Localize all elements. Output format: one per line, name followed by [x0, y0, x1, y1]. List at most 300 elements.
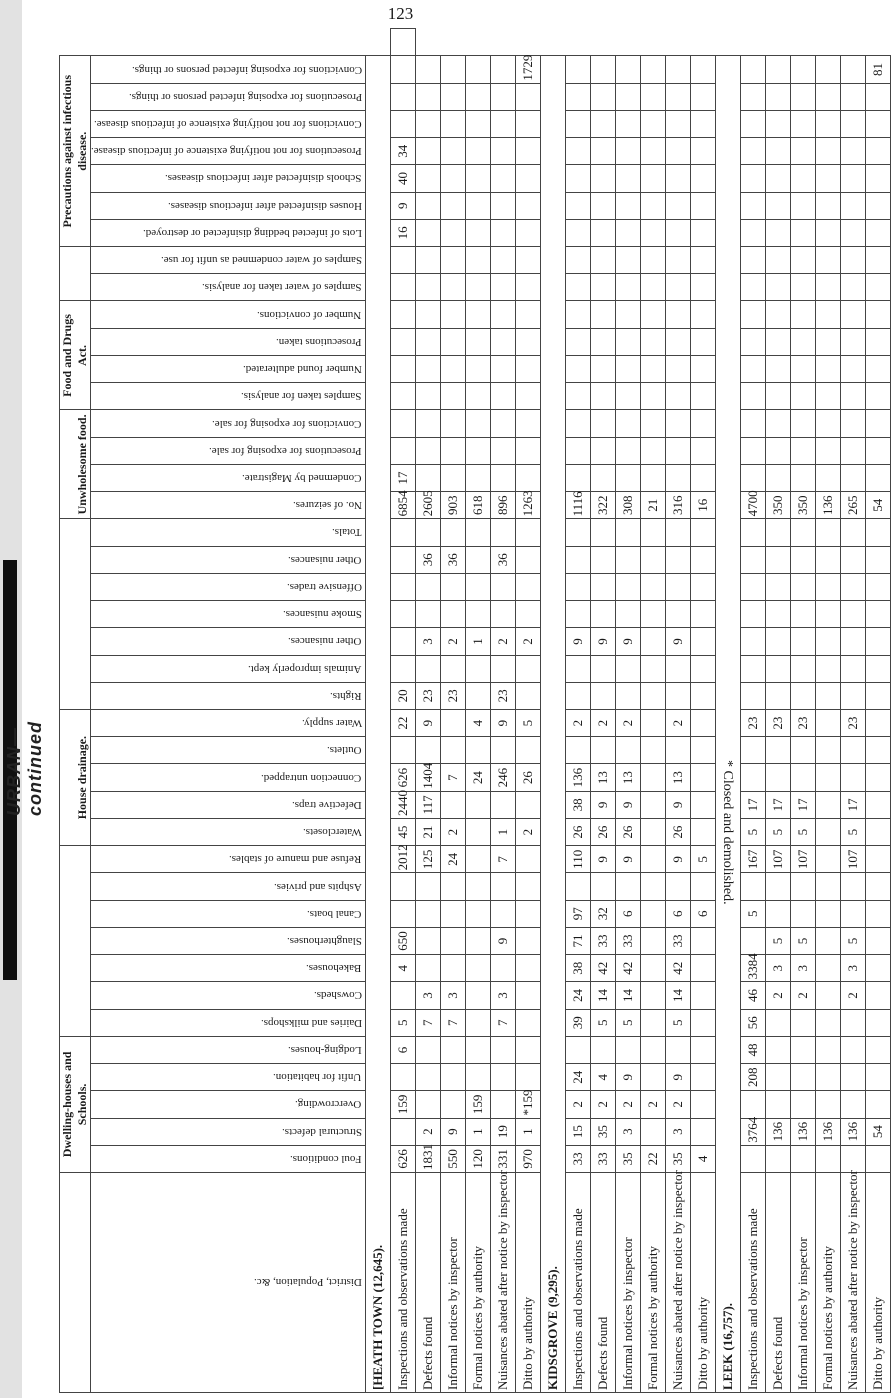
table-cell: 33	[565, 1145, 590, 1172]
table-cell: 322	[590, 492, 615, 519]
row-label: Informal notices by inspector	[615, 1173, 640, 1393]
table-cell: 1	[515, 1118, 540, 1145]
table-cell: 117	[415, 791, 440, 818]
table-cell	[815, 247, 840, 274]
table-cell	[515, 737, 540, 764]
table-cell	[590, 138, 615, 165]
table-cell	[865, 982, 890, 1009]
table-cell: 38	[565, 791, 590, 818]
table-cell: 48	[740, 1036, 765, 1063]
table-cell	[440, 165, 465, 192]
table-cell	[440, 710, 465, 737]
table-cell	[840, 383, 865, 410]
table-cell	[665, 110, 690, 137]
table-cell	[640, 247, 665, 274]
table-cell	[390, 546, 415, 573]
table-cell	[840, 628, 865, 655]
table-cell	[465, 219, 490, 246]
table-cell	[665, 873, 690, 900]
table-cell: 1263	[515, 492, 540, 519]
table-cell	[740, 628, 765, 655]
table-cell	[665, 546, 690, 573]
table-cell	[490, 410, 515, 437]
table-cell	[740, 682, 765, 709]
table-cell	[590, 464, 615, 491]
table-cell: 6	[390, 1036, 415, 1063]
column-header-label: Animals improperly kept.	[248, 662, 362, 675]
table-cell: 35	[590, 1118, 615, 1145]
table-cell	[465, 546, 490, 573]
table-cell	[490, 655, 515, 682]
table-cell: 3	[665, 1118, 690, 1145]
table-cell	[440, 655, 465, 682]
table-cell	[565, 301, 590, 328]
table-cell	[565, 355, 590, 382]
table-cell	[765, 1091, 790, 1118]
table-cell: 3	[790, 955, 815, 982]
table-cell	[390, 83, 415, 110]
table-cell: 159	[465, 1091, 490, 1118]
table-cell	[640, 410, 665, 437]
table-cell	[440, 247, 465, 274]
table-cell	[665, 165, 690, 192]
table-cell	[690, 138, 715, 165]
table-cell	[790, 410, 815, 437]
table-cell	[615, 682, 640, 709]
table-cell	[790, 1064, 815, 1091]
table-cell	[415, 1091, 440, 1118]
table-cell	[765, 682, 790, 709]
district-name: KIDSGROVE (9,295).	[540, 56, 565, 1393]
column-header-label: Unfit for habitation.	[273, 1071, 362, 1084]
table-cell	[615, 355, 640, 382]
table-cell: 3	[490, 982, 515, 1009]
table-cell	[465, 355, 490, 382]
table-cell	[390, 29, 415, 56]
table-cell	[840, 573, 865, 600]
table-cell: 9	[590, 846, 615, 873]
table-cell: 26	[590, 818, 615, 845]
table-cell	[690, 1091, 715, 1118]
table-cell: 23	[440, 682, 465, 709]
table-cell: 16	[690, 492, 715, 519]
table-cell	[790, 655, 815, 682]
table-cell	[690, 83, 715, 110]
table-cell	[490, 519, 515, 546]
table-cell	[840, 56, 865, 83]
column-header	[91, 492, 366, 519]
table-cell: 40	[390, 165, 415, 192]
table-cell	[840, 138, 865, 165]
table-cell	[590, 519, 615, 546]
table-cell	[865, 247, 890, 274]
table-cell: 38	[565, 955, 590, 982]
table-cell	[815, 764, 840, 791]
table-cell: 2	[490, 628, 515, 655]
table-cell	[765, 737, 790, 764]
table-cell	[765, 301, 790, 328]
table-cell: 5	[590, 1009, 615, 1036]
column-header-label: Outlets.	[327, 744, 362, 757]
group-header-unwholesome-food: Unwholesome food.	[60, 410, 91, 519]
table-cell	[565, 219, 590, 246]
table-cell	[840, 192, 865, 219]
table-cell	[515, 927, 540, 954]
column-header	[91, 192, 366, 219]
table-cell	[740, 192, 765, 219]
table-cell	[865, 274, 890, 301]
table-cell	[390, 328, 415, 355]
table-cell	[840, 682, 865, 709]
rotated-table-container	[59, 28, 885, 1393]
table-cell	[515, 301, 540, 328]
district-row	[365, 29, 390, 1393]
table-cell	[390, 519, 415, 546]
table-cell	[465, 737, 490, 764]
table-cell	[415, 274, 440, 301]
group-header-blank	[60, 1173, 91, 1393]
table-cell: 2	[440, 818, 465, 845]
table-cell	[840, 301, 865, 328]
table-cell	[465, 573, 490, 600]
column-header-label: Offensive trades.	[286, 580, 362, 593]
table-cell: 5	[515, 710, 540, 737]
column-header	[91, 464, 366, 491]
table-cell	[515, 1036, 540, 1063]
table-cell	[640, 219, 665, 246]
table-cell	[790, 601, 815, 628]
table-cell	[415, 328, 440, 355]
table-cell	[765, 192, 790, 219]
column-header	[91, 818, 366, 845]
column-header-label: Foul conditions.	[290, 1152, 362, 1165]
table-cell	[690, 1118, 715, 1145]
column-header	[91, 56, 366, 83]
column-header-label: Number found adulterated.	[242, 363, 362, 376]
table-cell	[590, 601, 615, 628]
table-cell	[815, 328, 840, 355]
column-header-label: Prosecutions for exposing for sale.	[209, 444, 362, 457]
table-cell: 550	[440, 1145, 465, 1172]
group-header-food-drugs: Food and Drugs Act.	[60, 301, 91, 410]
table-cell: 35	[615, 1145, 640, 1172]
table-cell: 5	[740, 900, 765, 927]
table-cell	[665, 355, 690, 382]
table-cell	[465, 192, 490, 219]
table-cell	[615, 138, 640, 165]
table-cell	[465, 247, 490, 274]
table-cell	[790, 546, 815, 573]
table-cell	[815, 110, 840, 137]
table-cell	[640, 1036, 665, 1063]
table-row	[690, 29, 715, 1393]
table-cell	[440, 601, 465, 628]
table-cell	[490, 791, 515, 818]
table-cell	[490, 1036, 515, 1063]
table-cell	[640, 900, 665, 927]
table-cell	[390, 601, 415, 628]
table-row	[565, 29, 590, 1393]
table-cell: 136	[790, 1118, 815, 1145]
table-cell	[765, 274, 790, 301]
table-row	[740, 29, 765, 1393]
table-cell	[790, 110, 815, 137]
table-cell: 136	[815, 1118, 840, 1145]
column-header-label: Slaughterhouses.	[286, 935, 362, 948]
table-cell: 19	[490, 1118, 515, 1145]
table-cell: 2	[440, 628, 465, 655]
table-cell	[415, 1036, 440, 1063]
column-header-label: Schools disinfected after infectious diseases.	[165, 172, 362, 185]
table-cell	[815, 1091, 840, 1118]
table-cell	[740, 301, 765, 328]
column-header	[91, 110, 366, 137]
table-cell	[390, 274, 415, 301]
table-cell	[465, 955, 490, 982]
table-cell	[865, 519, 890, 546]
table-cell	[515, 437, 540, 464]
table-cell	[840, 900, 865, 927]
table-cell	[740, 464, 765, 491]
table-cell: 9	[665, 1064, 690, 1091]
table-cell	[615, 328, 640, 355]
table-cell	[690, 927, 715, 954]
table-cell: 13	[615, 764, 640, 791]
table-cell	[515, 519, 540, 546]
table-cell: 9	[665, 628, 690, 655]
row-label: Ditto by authority	[865, 1173, 890, 1393]
table-cell	[740, 927, 765, 954]
table-cell	[815, 301, 840, 328]
table-cell: 3	[765, 955, 790, 982]
table-row	[815, 29, 840, 1393]
table-cell	[465, 873, 490, 900]
table-cell	[615, 247, 640, 274]
table-cell	[415, 410, 440, 437]
table-cell	[590, 383, 615, 410]
table-cell: 54	[865, 492, 890, 519]
column-header	[91, 165, 366, 192]
table-cell: 17	[740, 791, 765, 818]
table-cell	[665, 519, 690, 546]
table-cell	[840, 737, 865, 764]
row-label: Defects found	[765, 1173, 790, 1393]
table-cell: 13	[590, 764, 615, 791]
table-cell	[815, 873, 840, 900]
column-header	[91, 927, 366, 954]
table-cell	[840, 247, 865, 274]
table-cell	[690, 982, 715, 1009]
table-cell: 17	[390, 464, 415, 491]
table-cell	[865, 873, 890, 900]
table-cell	[465, 328, 490, 355]
column-header-label: Water supply.	[301, 717, 362, 730]
table-cell: 17	[765, 791, 790, 818]
table-cell	[690, 873, 715, 900]
table-cell	[565, 873, 590, 900]
table-cell	[740, 437, 765, 464]
table-cell	[690, 682, 715, 709]
table-cell: 308	[615, 492, 640, 519]
table-cell	[865, 764, 890, 791]
column-header-label: Structural defects.	[281, 1125, 362, 1138]
column-header	[91, 1173, 366, 1393]
table-cell	[815, 628, 840, 655]
table-cell	[640, 682, 665, 709]
table-cell	[765, 873, 790, 900]
table-cell	[865, 682, 890, 709]
table-cell	[840, 764, 865, 791]
table-cell	[790, 873, 815, 900]
table-cell	[490, 900, 515, 927]
table-cell	[865, 710, 890, 737]
table-cell	[640, 818, 665, 845]
table-cell	[640, 138, 665, 165]
table-cell	[390, 56, 415, 83]
table-cell	[440, 328, 465, 355]
column-header-label: Defective traps.	[292, 798, 362, 811]
table-cell: 3	[415, 982, 440, 1009]
group-header-blank-2	[60, 846, 91, 1037]
table-cell	[765, 573, 790, 600]
table-cell	[790, 83, 815, 110]
table-cell	[490, 219, 515, 246]
table-row	[865, 29, 890, 1393]
table-cell	[865, 437, 890, 464]
table-cell	[640, 165, 665, 192]
column-header-label: Rights.	[330, 689, 362, 702]
table-cell	[465, 791, 490, 818]
district-name: [HEATH TOWN (12,645).	[365, 56, 390, 1393]
column-header	[91, 628, 366, 655]
table-cell	[865, 1091, 890, 1118]
table-cell	[815, 56, 840, 83]
table-cell	[515, 274, 540, 301]
table-cell	[565, 519, 590, 546]
table-cell	[590, 165, 615, 192]
table-cell	[615, 601, 640, 628]
column-header-label: Other nuisances.	[288, 553, 362, 566]
table-cell	[865, 628, 890, 655]
table-cell	[790, 464, 815, 491]
table-cell	[440, 110, 465, 137]
table-cell	[565, 138, 590, 165]
table-cell	[615, 83, 640, 110]
table-cell	[640, 1009, 665, 1036]
table-cell	[840, 274, 865, 301]
table-cell: 2	[565, 710, 590, 737]
table-cell	[740, 219, 765, 246]
table-cell	[690, 355, 715, 382]
table-cell	[640, 791, 665, 818]
table-cell	[865, 192, 890, 219]
table-cell	[390, 410, 415, 437]
column-header-label: Dairies and milkshops.	[260, 1016, 362, 1029]
table-cell	[640, 1118, 665, 1145]
table-cell	[865, 573, 890, 600]
table-cell	[815, 710, 840, 737]
district-row	[540, 29, 565, 1393]
table-cell	[815, 1145, 840, 1172]
table-cell: 7	[440, 1009, 465, 1036]
table-cell: 107	[765, 846, 790, 873]
table-cell	[665, 437, 690, 464]
table-cell	[740, 355, 765, 382]
table-cell	[665, 601, 690, 628]
table-cell: 9	[615, 846, 640, 873]
table-cell: 136	[815, 492, 840, 519]
table-cell: 2	[590, 1091, 615, 1118]
table-cell: 136	[565, 764, 590, 791]
table-cell	[515, 219, 540, 246]
table-cell	[840, 437, 865, 464]
table-cell	[840, 1145, 865, 1172]
table-cell	[440, 355, 465, 382]
table-cell	[615, 383, 640, 410]
table-cell: 26	[565, 818, 590, 845]
table-cell: 42	[615, 955, 640, 982]
table-cell	[790, 56, 815, 83]
table-cell: 5	[690, 846, 715, 873]
group-header-row	[60, 29, 91, 1393]
table-cell	[440, 955, 465, 982]
table-cell	[865, 83, 890, 110]
table-cell	[515, 110, 540, 137]
table-cell	[640, 1064, 665, 1091]
table-cell	[490, 955, 515, 982]
column-header	[91, 601, 366, 628]
table-cell: 42	[590, 955, 615, 982]
column-header	[91, 83, 366, 110]
table-cell	[790, 573, 815, 600]
table-cell: 56	[740, 1009, 765, 1036]
table-row	[790, 29, 815, 1393]
table-cell: 3	[440, 982, 465, 1009]
table-cell	[490, 138, 515, 165]
table-cell	[515, 573, 540, 600]
table-cell	[690, 628, 715, 655]
table-cell	[440, 56, 465, 83]
table-cell	[590, 655, 615, 682]
table-cell: 24	[465, 764, 490, 791]
table-cell: 316	[665, 492, 690, 519]
column-header	[91, 682, 366, 709]
table-cell: 24	[440, 846, 465, 873]
table-cell	[465, 464, 490, 491]
table-cell	[615, 437, 640, 464]
table-cell	[515, 328, 540, 355]
table-cell	[615, 1036, 640, 1063]
table-cell	[390, 573, 415, 600]
table-cell: 970	[515, 1145, 540, 1172]
table-cell	[440, 1036, 465, 1063]
table-cell	[815, 165, 840, 192]
table-cell	[840, 83, 865, 110]
table-row	[840, 29, 865, 1393]
table-cell: 22	[390, 710, 415, 737]
table-cell	[565, 247, 590, 274]
column-header	[91, 737, 366, 764]
table-cell	[690, 737, 715, 764]
group-header-house-drainage: House drainage.	[60, 710, 91, 846]
table-cell	[390, 737, 415, 764]
table-cell: 350	[765, 492, 790, 519]
table-cell: 23	[490, 682, 515, 709]
table-cell: 2	[640, 1091, 665, 1118]
table-cell	[740, 601, 765, 628]
column-header	[91, 274, 366, 301]
table-cell	[640, 83, 665, 110]
